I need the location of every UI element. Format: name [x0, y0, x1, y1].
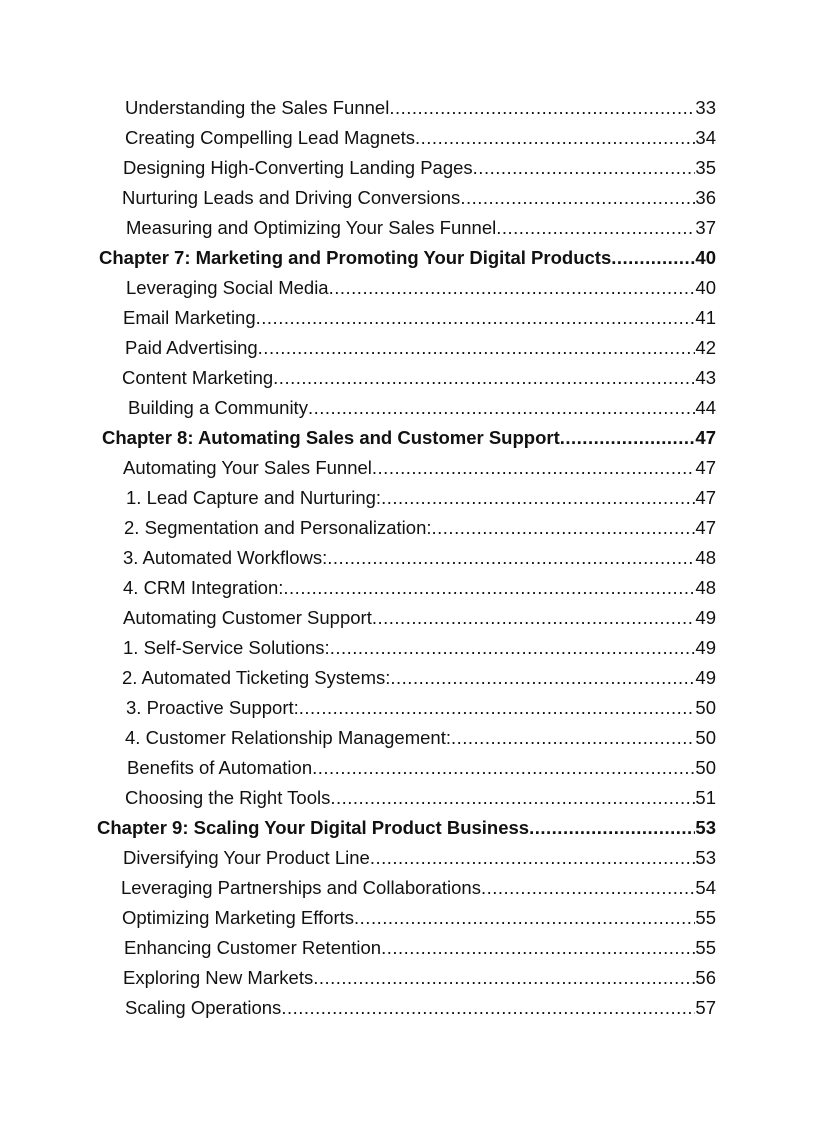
toc-entry-title: Nurturing Leads and Driving Conversions — [122, 187, 461, 208]
toc-entry-title: Automating Customer Support — [123, 607, 372, 628]
toc-entry-page-number: 36 — [695, 187, 716, 208]
toc-entry-page-number: 47 — [695, 457, 716, 478]
toc-entry[interactable] — [0, 993, 716, 1023]
dot-leader — [327, 543, 695, 573]
toc-entry[interactable] — [0, 663, 716, 693]
toc-entry[interactable] — [0, 873, 716, 903]
toc-entry-title: Designing High-Converting Landing Pages — [123, 157, 473, 178]
toc-entry-page-number: 37 — [695, 217, 716, 238]
dot-leader — [481, 873, 695, 903]
toc-entry-page-number: 49 — [695, 607, 716, 628]
toc-entry-title: 2. Segmentation and Personalization: — [124, 517, 432, 538]
dot-leader — [460, 183, 695, 213]
toc-entry-title: Enhancing Customer Retention — [124, 937, 382, 958]
dot-leader — [381, 933, 695, 963]
toc-entry-page-number: 48 — [695, 547, 716, 568]
toc-entry-title: 4. CRM Integration: — [123, 577, 284, 598]
toc-entry[interactable] — [0, 903, 716, 933]
toc-entry-page-number: 40 — [695, 277, 716, 298]
toc-chapter-entry[interactable] — [0, 243, 716, 273]
toc-entry-title: Chapter 8: Automating Sales and Customer Support — [102, 427, 560, 448]
dot-leader — [313, 963, 695, 993]
toc-entry-page-number: 42 — [695, 337, 716, 358]
dot-leader — [330, 633, 696, 663]
toc-entry[interactable] — [0, 363, 716, 393]
toc-entry-page-number: 49 — [695, 667, 716, 688]
toc-entry[interactable] — [0, 333, 716, 363]
toc-entry-page-number: 44 — [695, 397, 716, 418]
dot-leader — [389, 93, 695, 123]
toc-entry-title: 3. Proactive Support: — [126, 697, 299, 718]
dot-leader — [372, 453, 696, 483]
toc-entry-title: 4. Customer Relationship Management: — [125, 727, 451, 748]
dot-leader — [299, 693, 696, 723]
dot-leader — [432, 513, 696, 543]
toc-entry-title: Leveraging Partnerships and Collaborations — [121, 877, 481, 898]
dot-leader — [372, 603, 696, 633]
toc-entry-page-number: 41 — [695, 307, 716, 328]
dot-leader — [329, 273, 696, 303]
toc-entry-title: Optimizing Marketing Efforts — [122, 907, 355, 928]
dot-leader — [473, 153, 696, 183]
dot-leader — [390, 663, 695, 693]
toc-entry[interactable] — [0, 153, 716, 183]
dot-leader — [560, 423, 696, 453]
toc-entry-title: Automating Your Sales Funnel — [123, 457, 372, 478]
toc-entry-title: Scaling Operations — [125, 997, 282, 1018]
toc-entry-page-number: 55 — [695, 907, 716, 928]
toc-entry-title: Paid Advertising — [125, 337, 258, 358]
toc-entry-page-number: 35 — [695, 157, 716, 178]
toc-entry-page-number: 54 — [695, 877, 716, 898]
toc-entry-title: Content Marketing — [122, 367, 274, 388]
dot-leader — [381, 483, 695, 513]
toc-chapter-entry[interactable] — [0, 423, 716, 453]
toc-entry-page-number: 51 — [695, 787, 716, 808]
toc-entry-title: Creating Compelling Lead Magnets — [125, 127, 416, 148]
toc-entry-page-number: 50 — [695, 727, 716, 748]
toc-entry-title: 1. Lead Capture and Nurturing: — [126, 487, 382, 508]
toc-entry[interactable] — [0, 213, 716, 243]
dot-leader — [308, 393, 695, 423]
toc-entry-title: 2. Automated Ticketing Systems: — [122, 667, 391, 688]
toc-entry-title: Email Marketing — [123, 307, 256, 328]
toc-entry[interactable] — [0, 963, 716, 993]
toc-entry-page-number: 47 — [695, 487, 716, 508]
dot-leader — [258, 333, 696, 363]
toc-entry[interactable] — [0, 933, 716, 963]
toc-entry-page-number: 33 — [695, 97, 716, 118]
dot-leader — [312, 753, 695, 783]
toc-entry-page-number: 34 — [695, 127, 716, 148]
toc-entry-page-number: 56 — [695, 967, 716, 988]
toc-entry[interactable] — [0, 633, 716, 663]
dot-leader — [354, 903, 695, 933]
dot-leader — [281, 993, 695, 1023]
toc-entry-page-number: 47 — [695, 517, 716, 538]
toc-entry-page-number: 50 — [695, 757, 716, 778]
toc-entry-page-number: 48 — [695, 577, 716, 598]
dot-leader — [283, 573, 695, 603]
toc-entry[interactable] — [0, 513, 716, 543]
toc-entry[interactable] — [0, 723, 716, 753]
dot-leader — [370, 843, 696, 873]
toc-entry-page-number: 47 — [695, 427, 716, 448]
toc-entry-page-number: 55 — [695, 937, 716, 958]
dot-leader — [330, 783, 695, 813]
toc-entry[interactable] — [0, 603, 716, 633]
toc-entry[interactable] — [0, 273, 716, 303]
toc-entry-title: 1. Self-Service Solutions: — [123, 637, 330, 658]
toc-entry-title: Building a Community — [128, 397, 308, 418]
table-of-contents — [0, 93, 816, 1023]
toc-entry[interactable] — [0, 693, 716, 723]
toc-entry-title: Diversifying Your Product Line — [123, 847, 370, 868]
toc-entry[interactable] — [0, 573, 716, 603]
dot-leader — [415, 123, 695, 153]
toc-entry-page-number: 53 — [695, 817, 716, 838]
toc-entry[interactable] — [0, 483, 716, 513]
toc-entry[interactable] — [0, 303, 716, 333]
toc-entry-title: Leveraging Social Media — [126, 277, 329, 298]
toc-entry-page-number: 40 — [695, 247, 716, 268]
toc-entry-title: 3. Automated Workflows: — [123, 547, 328, 568]
toc-entry-page-number: 57 — [695, 997, 716, 1018]
toc-entry[interactable] — [0, 843, 716, 873]
toc-entry[interactable] — [0, 543, 716, 573]
toc-entry-title: Chapter 7: Marketing and Promoting Your Digital Products — [99, 247, 612, 268]
toc-entry-title: Measuring and Optimizing Your Sales Funnel — [126, 217, 497, 238]
toc-entry[interactable] — [0, 183, 716, 213]
toc-entry[interactable] — [0, 123, 716, 153]
toc-entry-title: Chapter 9: Scaling Your Digital Product Business — [97, 817, 530, 838]
toc-entry-title: Exploring New Markets — [123, 967, 314, 988]
toc-entry[interactable] — [0, 393, 716, 423]
dot-leader — [451, 723, 695, 753]
toc-entry-title: Choosing the Right Tools — [125, 787, 331, 808]
dot-leader — [496, 213, 695, 243]
toc-entry-title: Understanding the Sales Funnel — [125, 97, 390, 118]
toc-entry-page-number: 53 — [695, 847, 716, 868]
toc-chapter-entry[interactable] — [0, 813, 716, 843]
toc-entry[interactable] — [0, 93, 716, 123]
toc-entry-page-number: 49 — [695, 637, 716, 658]
toc-entry[interactable] — [0, 753, 716, 783]
toc-entry-page-number: 43 — [695, 367, 716, 388]
toc-entry-title: Benefits of Automation — [127, 757, 313, 778]
toc-entry-page-number: 50 — [695, 697, 716, 718]
toc-entry[interactable] — [0, 453, 716, 483]
dot-leader — [611, 243, 695, 273]
toc-entry[interactable] — [0, 783, 716, 813]
dot-leader — [273, 363, 695, 393]
dot-leader — [256, 303, 696, 333]
dot-leader — [529, 813, 695, 843]
